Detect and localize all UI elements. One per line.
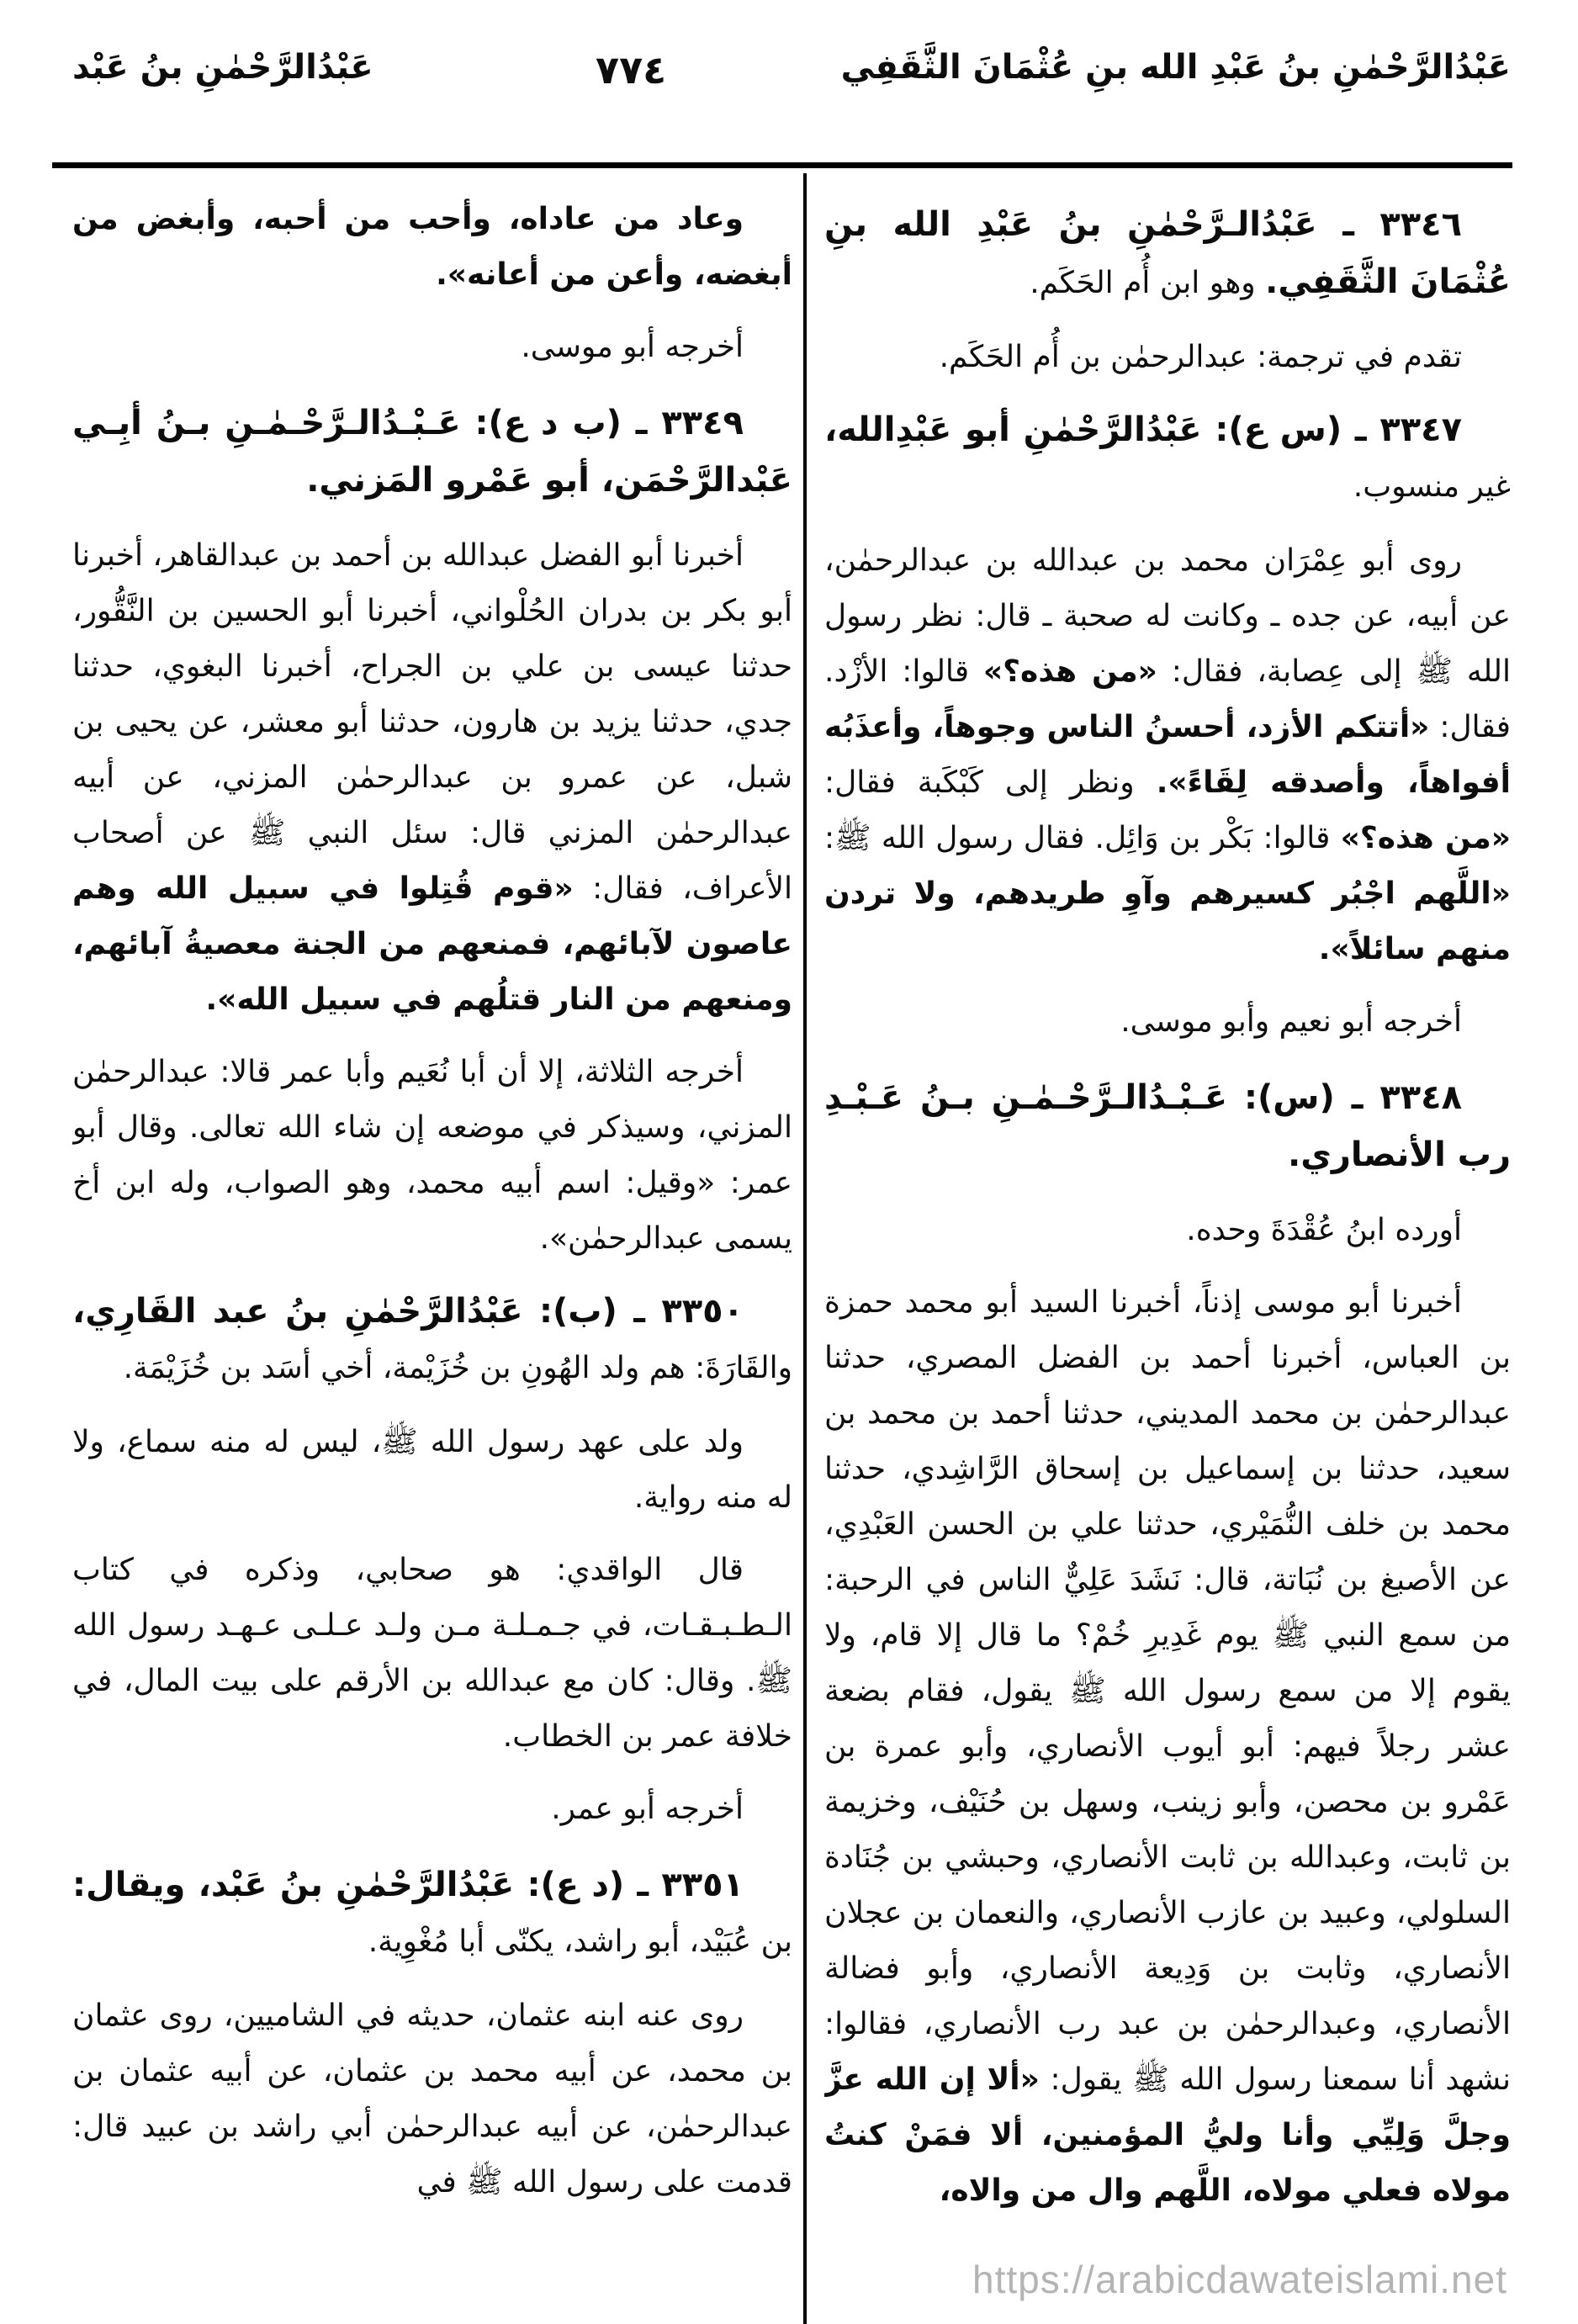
text-segment: أخرجه الثلاثة، إلا أن أبا نُعَيم وأبا عمر قالا: عبدالرحمٰن المزني، وسيذكر في موضعه إن شاء الله تعالى. وقال أبو عمر: «وقيل: اسم أبيه محمد، وهو الصواب، وله ابن أخ يسمى عبدالرحمٰن». [72, 1055, 792, 1256]
text-segment: قالوا: بَكْر بن وَائِل. فقال رسول الله ﷺ: [824, 821, 1341, 855]
text-segment: بن عُبَيْد، أبو راشد، يكنّى أبا مُغْوِية. [368, 1924, 792, 1959]
header-running-title-left: عَبْدُالرَّحْمٰنِ بنُ عَبْد [72, 48, 373, 87]
text-segment: أخبرنا أبو الفضل عبدالله بن أحمد بن عبدالقاهر، أخبرنا أبو بكر بن بدران الحُلْواني، أخبرنا أبو الحسين بن النَّقُّور، حدثنا عيسى بن علي بن الجراح، أخبرنا البغوي، حدثنا جدي، حدثنا يزيد بن هارون، حدثنا أبو معشر، عن يحيى بن شبل، عن عمرو بن عبدالرحمٰن المزني، عن أبيه عبدالرحمٰن المزني قال: سئل النبي ﷺ عن أصحاب الأعراف، فقال: [72, 538, 792, 906]
body-paragraph [72, 528, 792, 1028]
header-rule [52, 162, 1512, 168]
text-segment: أخرجه أبو نعيم وأبو موسى. [1120, 1004, 1462, 1039]
body-paragraph [72, 1543, 792, 1765]
entry-heading-3348 [824, 1070, 1511, 1184]
text-segment: أخرجه أبو عمر. [551, 1792, 744, 1826]
bold-text-segment: «اللَّهم اجْبُر كسيرهم وآوِ طريدهم، ولا تردن منهم سائلاً». [824, 876, 1511, 966]
bold-text-segment: «قوم قُتِلوا في سبيل الله وهم عاصون لآبائهم، فمنعهم من الجنة معصيةُ آبائهم، ومنعهم من النار قتلُهم في سبيل الله». [72, 871, 792, 1017]
bold-text-segment: ٣٣٤٩ ـ (ب د ع): عَـبْـدُالـرَّحْـمٰـنِ بـنُ أبِـي عَبْدالرَّحْمَن، أبو عَمْرو المَزني. [72, 404, 792, 500]
text-column-left [72, 192, 792, 2299]
bold-text-segment: ٣٣٤٦ ـ عَبْدُالـرَّحْمٰنِ بنُ عَبْدِ الله بنِ عُثْمَانَ الثَّقَفِي. [824, 205, 1511, 301]
entry-heading-3346 [824, 197, 1511, 311]
page-number: ٧٧٤ [596, 47, 667, 93]
text-segment: والقَارَةَ: هم ولد الهُونِ بن خُزَيْمة، أخي أسَد بن خُزَيْمَة. [123, 1351, 792, 1385]
text-segment: غير منسوب. [1353, 469, 1511, 504]
body-paragraph [824, 330, 1511, 385]
entry-heading-3347 [824, 402, 1511, 515]
bold-text-segment: ٣٣٤٧ ـ (س ع): عَبْدُالرَّحْمٰنِ أبو عَبْدِالله، [824, 410, 1462, 449]
body-paragraph [72, 1415, 792, 1526]
entry-heading-3351 [72, 1857, 792, 1970]
text-segment: قال الواقدي: هو صحابي، وذكره في كتاب الـطـبـقـات، في جـمـلـة مـن ولـد عـلـى عـهـد رسول الله ﷺ. وقال: كان مع عبدالله بن الأرقم على بيت المال، في خلافة عمر بن الخطاب. [72, 1553, 792, 1754]
body-paragraph [824, 1203, 1511, 1258]
body-paragraph [824, 533, 1511, 977]
text-segment: ونظر إلى كَبْكَبة فقال: [824, 765, 1157, 800]
bold-text-segment: «من هذه؟» [1340, 821, 1511, 855]
entry-heading-3349 [72, 395, 792, 510]
header-running-title-right: عَبْدُالرَّحْمٰنِ بنُ عَبْدِ الله بنِ عُثْمَانَ الثَّقَفِي [840, 48, 1511, 87]
bold-text-segment: «أتتكم الأزد، أحسنُ الناس وجوهاً، وأعذَبُه أفواهاً، وأصدقه لِقَاءً». [824, 710, 1511, 800]
body-paragraph [72, 192, 792, 303]
entry-heading-3350 [72, 1284, 792, 1396]
bold-text-segment: ٣٣٤٨ ـ (س): عَـبْـدُالـرَّحْـمٰـنِ بـنُ عَـبْـدِ رب الأنصاري. [824, 1078, 1511, 1174]
bold-text-segment: وعاد من عاداه، وأحب من أحبه، وأبغض من أبغضه، وأعن من أعانه». [72, 202, 792, 292]
body-paragraph [824, 1275, 1511, 2219]
text-segment: روى عنه ابنه عثمان، حديثه في الشاميين، روى عثمان بن محمد، عن أبيه محمد بن عثمان، عن أبيه عثمان بن عبدالرحمٰن، عن أبيه عبدالرحمٰن أبي راشد بن عبيد قال: قدمت على رسول الله ﷺ في [72, 1998, 792, 2200]
takhrij-line [72, 1781, 792, 1837]
text-segment: روى أبو عِمْرَان محمد بن عبدالله بن عبدالرحمٰن، عن أبيه، عن جده ـ وكانت له صحبة ـ قال: نظر رسول الله ﷺ إلى عِصابة، فقال: [824, 543, 1511, 689]
body-paragraph [72, 1988, 792, 2210]
body-paragraph [72, 1045, 792, 1267]
text-column-right [824, 192, 1511, 2299]
text-segment: تقدم في ترجمة: عبدالرحمٰن بن أُم الحَكَم. [939, 340, 1462, 374]
takhrij-line [824, 994, 1511, 1050]
takhrij-line [72, 320, 792, 375]
text-segment: ولد على عهد رسول الله ﷺ، ليس له منه سماع، ولا له منه رواية. [72, 1425, 792, 1515]
watermark-url: https://arabicdawateislami.net [972, 2258, 1507, 2301]
bold-text-segment: «ألا إن الله عزَّ وجلَّ وَلِيِّي وأنا وليُّ المؤمنين، ألا فمَنْ كنتُ مولاه فعلي مولاه، اللَّهم وال من والاه، [824, 2062, 1511, 2208]
text-segment: أخبرنا أبو موسى إذناً، أخبرنا السيد أبو محمد حمزة بن العباس، أخبرنا أحمد بن الفضل المصري، حدثنا عبدالرحمٰن بن محمد المديني، حدثنا أحمد بن محمد بن سعيد، حدثنا بن إسماعيل بن إسحاق الرَّاشِدي، حدثنا محمد بن خلف النُّمَيْري، حدثنا علي بن الحسن العَبْدِي، عن الأصبغ بن نُبَاتة، قال: نَشَدَ عَلِيٌّ الناس في الرحبة: من سمع النبي ﷺ يوم غَدِيرِ خُمْ؟ ما قال إلا قام، ولا يقوم إلا من سمع رسول الله ﷺ يقول، فقام بضعة عشر رجلاً فيهم: أبو أيوب الأنصاري، وأبو عمرة بن عَمْرو بن محصن، وأبو زينب، وسهل بن حُنَيْف، وخزيمة بن ثابت، وعبدالله بن ثابت الأنصاري، وحبشي بن جُنَادة السلولي، وعبيد بن عازب الأنصاري، والنعمان بن عجلان الأنصاري، وثابت بن وَدِيعة الأنصاري، وأبو فضالة الأنصاري، وعبدالرحمٰن بن عبد رب الأنصاري، فقالوا: نشهد أنا سمعنا رسول الله ﷺ يقول: [824, 1285, 1511, 2097]
text-segment: أورده ابنُ عُقْدَةَ وحده. [1186, 1213, 1462, 1247]
bold-text-segment: «من هذه؟» [982, 654, 1157, 689]
text-segment: قالوا: الأزْد. فقال: [824, 654, 1511, 744]
bold-text-segment: ٣٣٥١ ـ (د ع): عَبْدُالرَّحْمٰنِ بنُ عَبْد، ويقال: [72, 1866, 744, 1904]
column-divider [803, 173, 807, 2324]
text-segment: وهو ابن أُم الحَكَم. [1030, 266, 1266, 300]
text-segment: أخرجه أبو موسى. [521, 330, 744, 364]
bold-text-segment: ٣٣٥٠ ـ (ب): عَبْدُالرَّحْمٰنِ بنُ عبد القَارِي، [72, 1292, 744, 1331]
